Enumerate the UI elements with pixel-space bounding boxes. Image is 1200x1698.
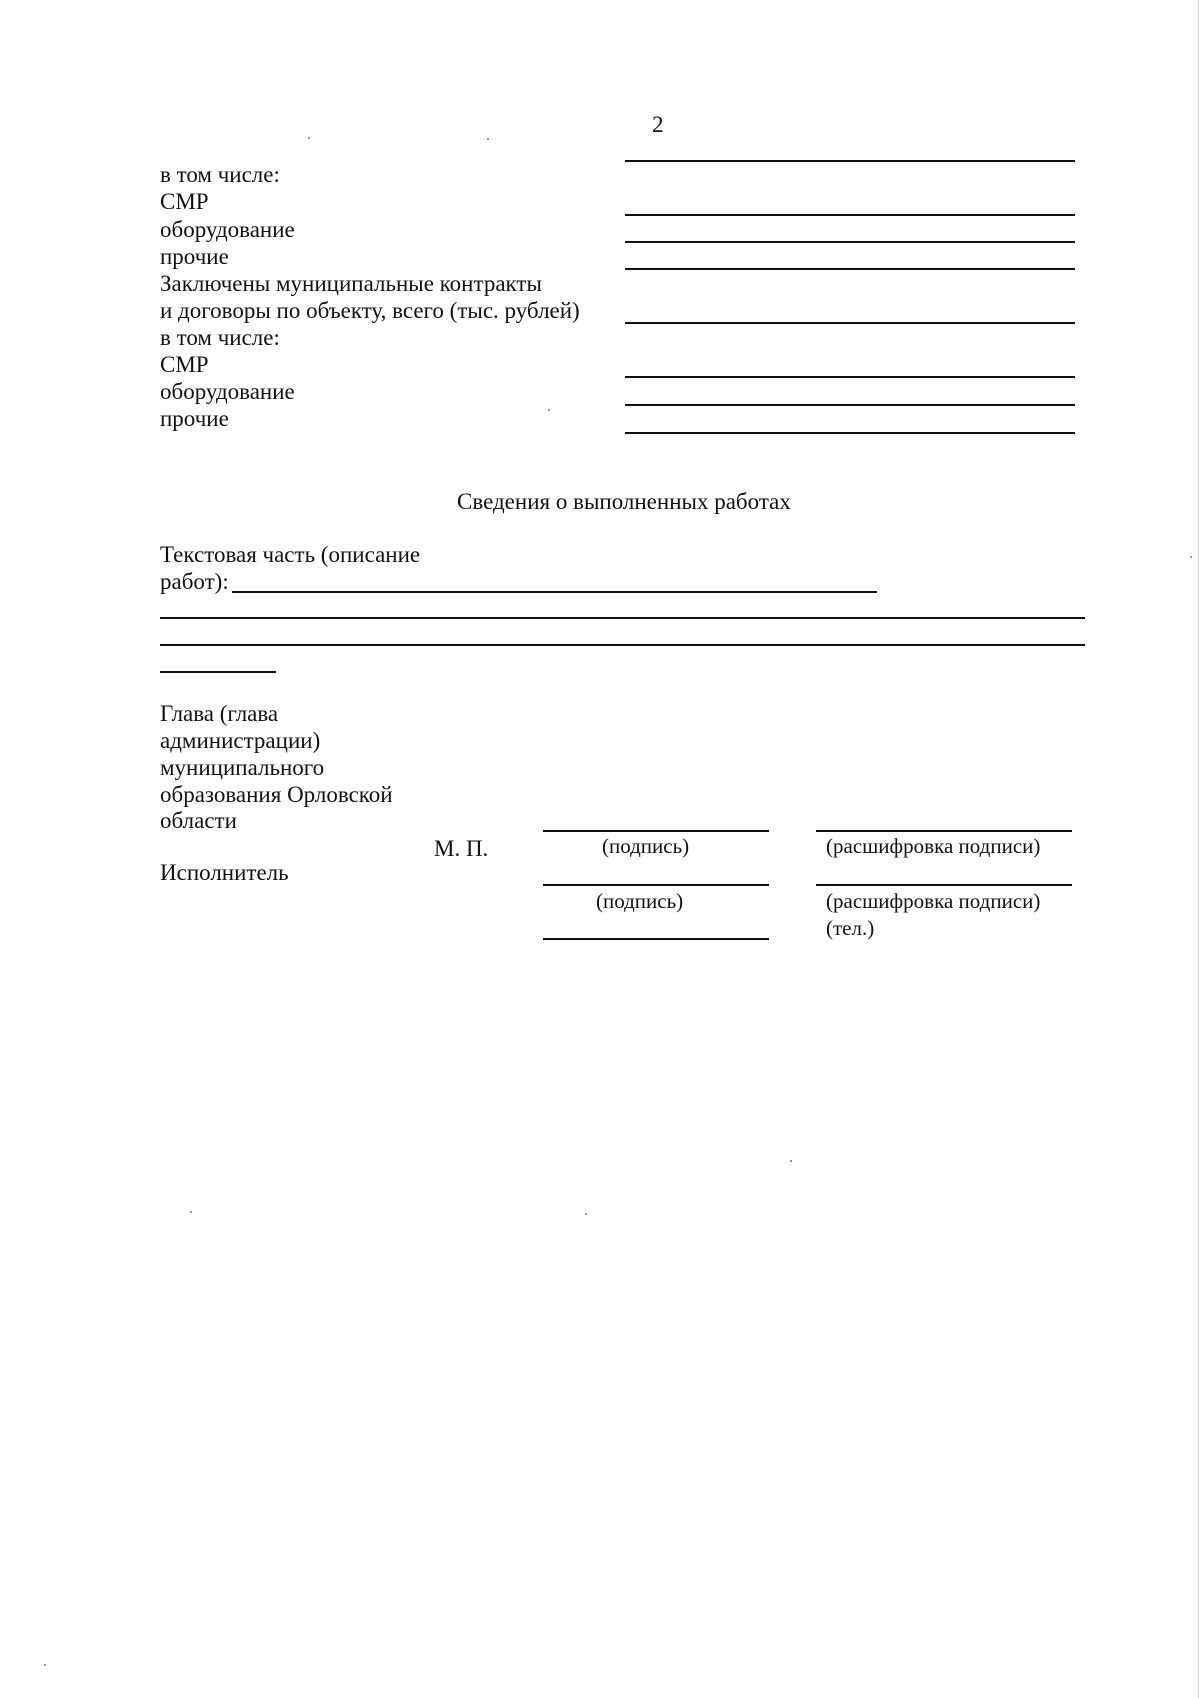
label-smr-1: СМР [160,189,209,214]
label-including-1: в том числе: [160,162,280,187]
scan-edge [1198,0,1199,1698]
head-decoding-line [816,830,1072,832]
scan-speck [585,1213,587,1215]
head-title-line4: образования Орловской [160,782,393,807]
scan-speck [548,409,550,411]
stamp-mark: М. П. [434,836,489,861]
scan-speck [1190,556,1192,558]
label-contracts-line1: Заключены муниципальные контракты [160,271,542,296]
executor-signature-line [543,884,769,886]
label-smr-2: СМР [160,352,209,377]
scan-speck [308,137,310,139]
scan-speck [190,1211,192,1213]
head-decoding-caption: (расшифровка подписи) [826,834,1041,858]
works-description-line-1 [232,591,877,593]
fill-line-equipment-2 [625,404,1075,406]
fill-line-contracts-total [625,322,1075,324]
scan-speck [44,1664,46,1666]
executor-decoding-caption: (расшифровка подписи) [826,889,1041,913]
head-title-line1: Глава (глава [160,701,279,726]
fill-line-total [625,160,1075,162]
head-signature-line [543,830,769,832]
works-description-line-4 [160,671,276,673]
fill-line-other-2 [625,432,1075,434]
label-contracts-line2: и договоры по объекту, всего (тыс. рублей) [160,298,580,323]
works-text-label-line1: Текстовая часть (описание [160,542,421,567]
executor-decoding-line [816,884,1072,886]
label-other-2: прочие [160,406,229,431]
head-signature-caption: (подпись) [602,834,690,858]
works-description-line-2 [160,617,1085,619]
fill-line-other-1 [625,268,1075,270]
fill-line-equipment-1 [625,241,1075,243]
fill-line-smr-2 [625,376,1075,378]
head-title-line2: администрации) [160,728,321,753]
page-number: 2 [652,112,664,137]
label-including-2: в том числе: [160,325,280,350]
label-equipment-2: оборудование [160,379,295,404]
label-other-1: прочие [160,244,229,269]
fill-line-smr-1 [625,214,1075,216]
scan-speck [487,138,489,140]
head-title-line3: муниципального [160,755,325,780]
executor-label: Исполнитель [160,860,289,885]
executor-phone-line [543,938,769,940]
head-title-line5: области [160,808,237,833]
executor-signature-caption: (подпись) [596,889,684,913]
works-description-line-3 [160,644,1085,646]
scan-speck [790,1160,792,1162]
phone-caption: (тел.) [826,916,875,940]
label-equipment-1: оборудование [160,217,295,242]
works-section-title: Сведения о выполненных работах [457,489,791,514]
works-text-label-line2: работ): [160,569,229,594]
